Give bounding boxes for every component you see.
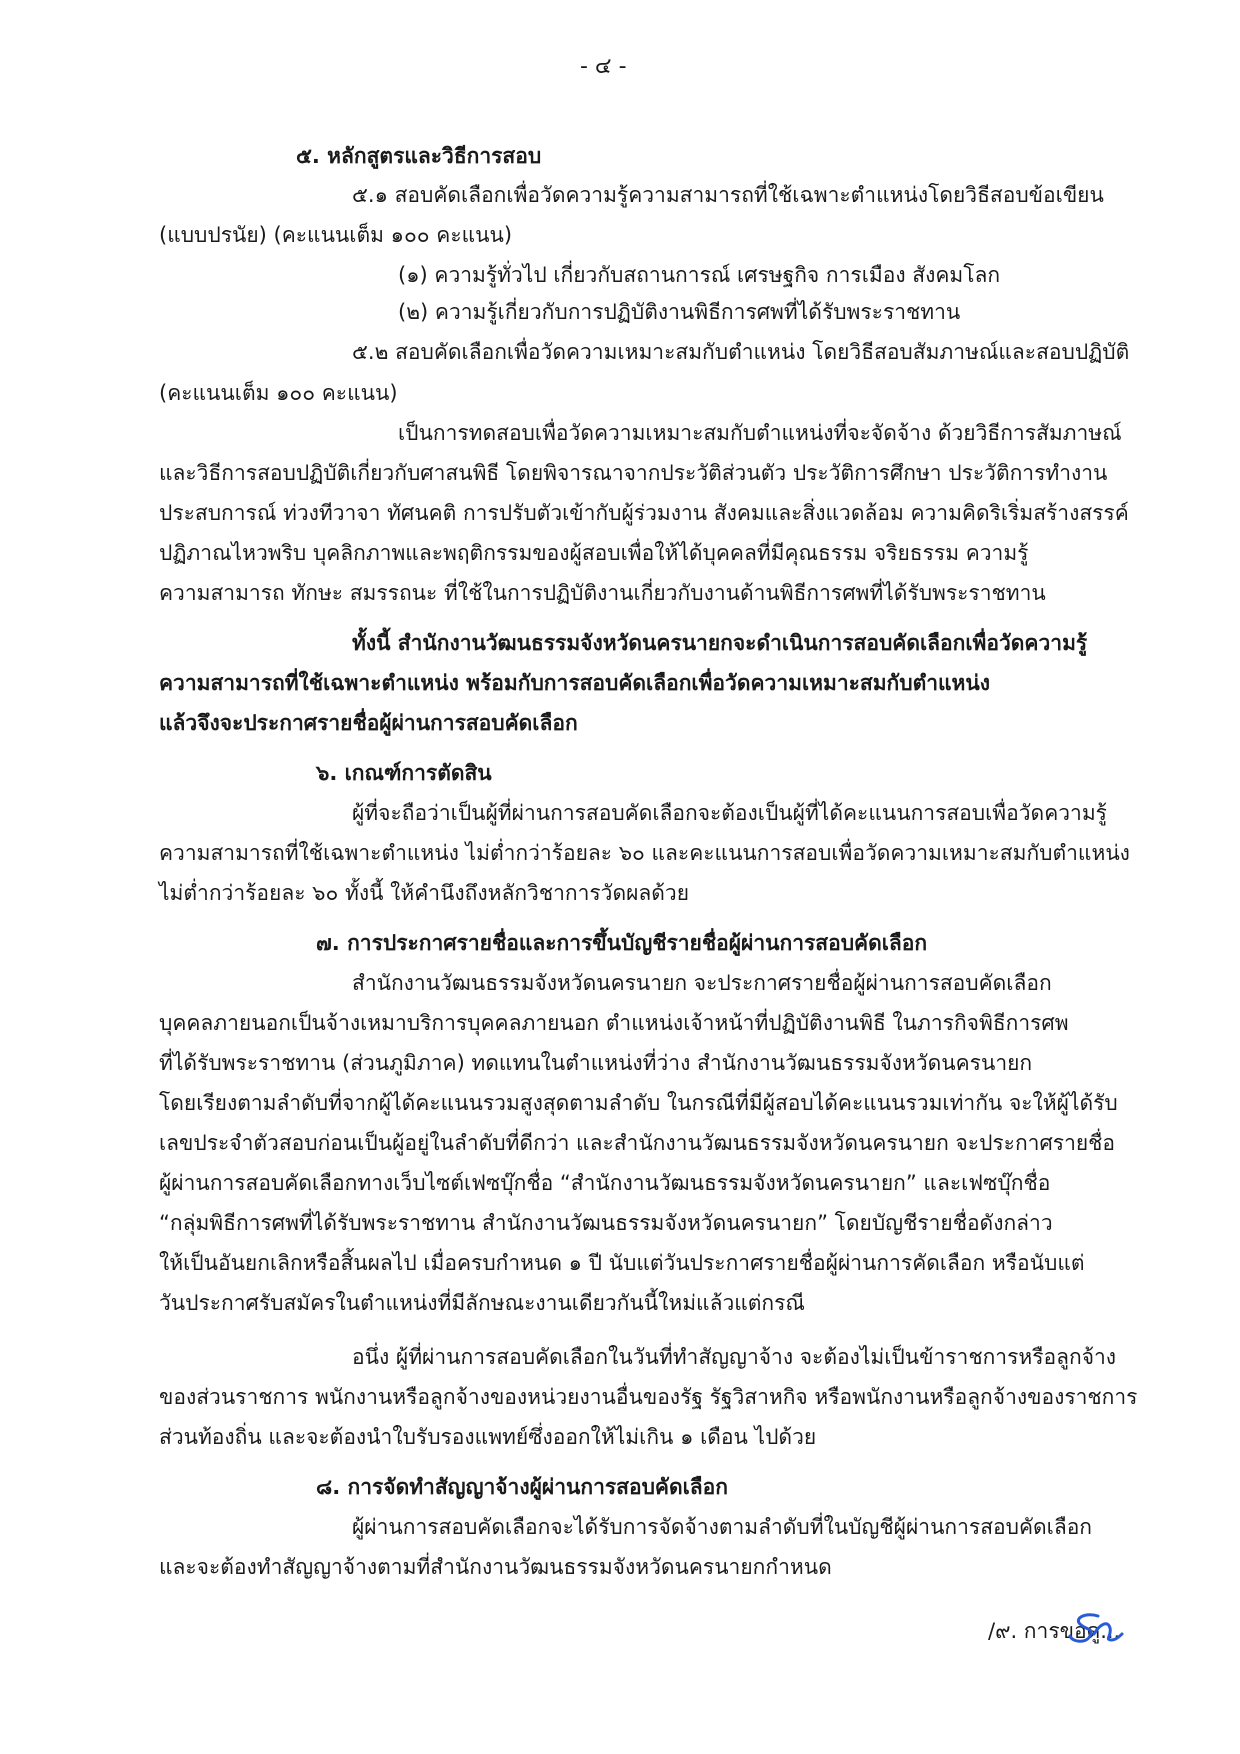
section-5-heading: ๕. หลักสูตรและวิธีการสอบ: [296, 144, 542, 168]
section-8-line-2: และจะต้องทำสัญญาจ้างตามที่สำนักงานวัฒนธรรมจังหวัดนครนายกกำหนด: [159, 1555, 832, 1579]
section-7-line-8: ให้เป็นอันยกเลิกหรือสิ้นผลไป เมื่อครบกำหนด ๑ ปี นับแต่วันประกาศรายชื่อผู้ผ่านการคัดเลือก หรือนับแต่: [159, 1251, 1085, 1275]
section-5-note-line-3: แล้วจึงจะประกาศรายชื่อผู้ผ่านการสอบคัดเลือก: [159, 711, 578, 735]
section-7-line-2: บุคคลภายนอกเป็นจ้างเหมาบริการบุคคลภายนอก ตำแหน่งเจ้าหน้าที่ปฏิบัติงานพิธี ในภารกิจพิธีการศพ: [159, 1011, 1069, 1035]
section-7-heading: ๗. การประกาศรายชื่อและการขึ้นบัญชีรายชื่อผู้ผ่านการสอบคัดเลือก: [316, 931, 928, 955]
section-7-line-5: เลขประจำตัวสอบก่อนเป็นผู้อยู่ในลำดับที่ดีกว่า และสำนักงานวัฒนธรรมจังหวัดนครนายก จะประกาศรายชื่อ: [159, 1131, 1116, 1155]
section-7-para2-line-3: ส่วนท้องถิ่น และจะต้องนำใบรับรองแพทย์ซึ่งออกให้ไม่เกิน ๑ เดือน ไปด้วย: [159, 1425, 817, 1449]
section-5-note-line-2: ความสามารถที่ใช้เฉพาะตำแหน่ง พร้อมกับการสอบคัดเลือกเพื่อวัดความเหมาะสมกับตำแหน่ง: [159, 671, 991, 695]
section-7-line-1: สำนักงานวัฒนธรรมจังหวัดนครนายก จะประกาศรายชื่อผู้ผ่านการสอบคัดเลือก: [352, 971, 1052, 995]
section-7-line-9: วันประกาศรับสมัครในตำแหน่งที่มีลักษณะงานเดียวกันนี้ใหม่แล้วแต่กรณี: [159, 1291, 805, 1315]
section-5-item-2: (๒) ความรู้เกี่ยวกับการปฏิบัติงานพิธีการศพที่ได้รับพระราชทาน: [398, 300, 961, 324]
section-7-para2-line-1: อนึ่ง ผู้ที่ผ่านการสอบคัดเลือกในวันที่ทำสัญญาจ้าง จะต้องไม่เป็นข้าราชการหรือลูกจ้าง: [352, 1345, 1117, 1369]
section-7-line-3: ที่ได้รับพระราชทาน (ส่วนภูมิภาค) ทดแทนในตำแหน่งที่ว่าง สำนักงานวัฒนธรรมจังหวัดนครนายก: [159, 1051, 1033, 1075]
handwritten-signature: [1064, 1610, 1124, 1646]
section-6-line-3: ไม่ต่ำกว่าร้อยละ ๖๐ ทั้งนี้ ให้คำนึงถึงหลักวิชาการวัดผลด้วย: [159, 881, 690, 905]
section-5-desc-line-5: ความสามารถ ทักษะ สมรรถนะ ที่ใช้ในการปฏิบัติงานเกี่ยวกับงานด้านพิธีการศพที่ได้รับพระราชทาน: [159, 581, 1046, 605]
section-5-desc-line-1: เป็นการทดสอบเพื่อวัดความเหมาะสมกับตำแหน่งที่จะจัดจ้าง ด้วยวิธีการสัมภาษณ์: [398, 421, 1122, 445]
section-5-2-line-1: ๕.๒ สอบคัดเลือกเพื่อวัดความเหมาะสมกับตำแหน่ง โดยวิธีสอบสัมภาษณ์และสอบปฏิบัติ: [352, 340, 1130, 364]
section-7-line-7: “กลุ่มพิธีการศพที่ได้รับพระราชทาน สำนักงานวัฒนธรรมจังหวัดนครนายก” โดยบัญชีรายชื่อดังกล่าว: [159, 1211, 1053, 1235]
section-8-line-1: ผู้ผ่านการสอบคัดเลือกจะได้รับการจัดจ้างตามลำดับที่ในบัญชีผู้ผ่านการสอบคัดเลือก: [352, 1515, 1093, 1539]
section-5-desc-line-4: ปฏิภาณไหวพริบ บุคลิกภาพและพฤติกรรมของผู้สอบเพื่อให้ได้บุคคลที่มีคุณธรรม จริยธรรม ความรู้: [159, 541, 1029, 565]
section-8-heading: ๘. การจัดทำสัญญาจ้างผู้ผ่านการสอบคัดเลือก: [316, 1475, 728, 1499]
section-5-note-line-1: ทั้งนี้ สำนักงานวัฒนธรรมจังหวัดนครนายกจะดำเนินการสอบคัดเลือกเพื่อวัดความรู้: [352, 631, 1088, 655]
section-7-para2-line-2: ของส่วนราชการ พนักงานหรือลูกจ้างของหน่วยงานอื่นของรัฐ รัฐวิสาหกิจ หรือพนักงานหรือลูกจ้างของราชการ: [159, 1385, 1138, 1409]
section-6-line-1: ผู้ที่จะถือว่าเป็นผู้ที่ผ่านการสอบคัดเลือกจะต้องเป็นผู้ที่ได้คะแนนการสอบเพื่อวัดความรู้: [352, 801, 1107, 825]
next-page-reference: /๙. การขอดู...: [988, 1619, 1121, 1643]
section-5-2-line-2: (คะแนนเต็ม ๑๐๐ คะแนน): [159, 381, 398, 405]
section-5-1-line-1: ๕.๑ สอบคัดเลือกเพื่อวัดความรู้ความสามารถที่ใช้เฉพาะตำแหน่งโดยวิธีสอบข้อเขียน: [352, 183, 1104, 207]
section-5-item-1: (๑) ความรู้ทั่วไป เกี่ยวกับสถานการณ์ เศรษฐกิจ การเมือง สังคมโลก: [398, 263, 1001, 287]
section-5-desc-line-2: และวิธีการสอบปฏิบัติเกี่ยวกับศาสนพิธี โดยพิจารณาจากประวัติส่วนตัว ประวัติการศึกษา ประวัติการทำงาน: [159, 461, 1108, 485]
section-5-desc-line-3: ประสบการณ์ ท่วงทีวาจา ทัศนคติ การปรับตัวเข้ากับผู้ร่วมงาน สังคมและสิ่งแวดล้อม ความคิดริเริ่มสร้างสรรค์: [159, 501, 1129, 525]
section-7-line-4: โดยเรียงตามลำดับที่จากผู้ได้คะแนนรวมสูงสุดตามลำดับ ในกรณีที่มีผู้สอบได้คะแนนรวมเท่ากัน จะให้ผู้ได้รับ: [159, 1091, 1118, 1115]
section-7-line-6: ผู้ผ่านการสอบคัดเลือกทางเว็บไซต์เฟซบุ๊กชื่อ “สำนักงานวัฒนธรรมจังหวัดนครนายก” และเฟซบุ๊กชื่อ: [159, 1171, 1051, 1195]
section-6-line-2: ความสามารถที่ใช้เฉพาะตำแหน่ง ไม่ต่ำกว่าร้อยละ ๖๐ และคะแนนการสอบเพื่อวัดความเหมาะสมกับตำแหน่ง: [159, 841, 1130, 865]
section-5-1-line-2: (แบบปรนัย) (คะแนนเต็ม ๑๐๐ คะแนน): [159, 223, 513, 247]
page-number: - ๔ -: [580, 54, 627, 79]
section-6-heading: ๖. เกณฑ์การตัดสิน: [316, 761, 492, 785]
